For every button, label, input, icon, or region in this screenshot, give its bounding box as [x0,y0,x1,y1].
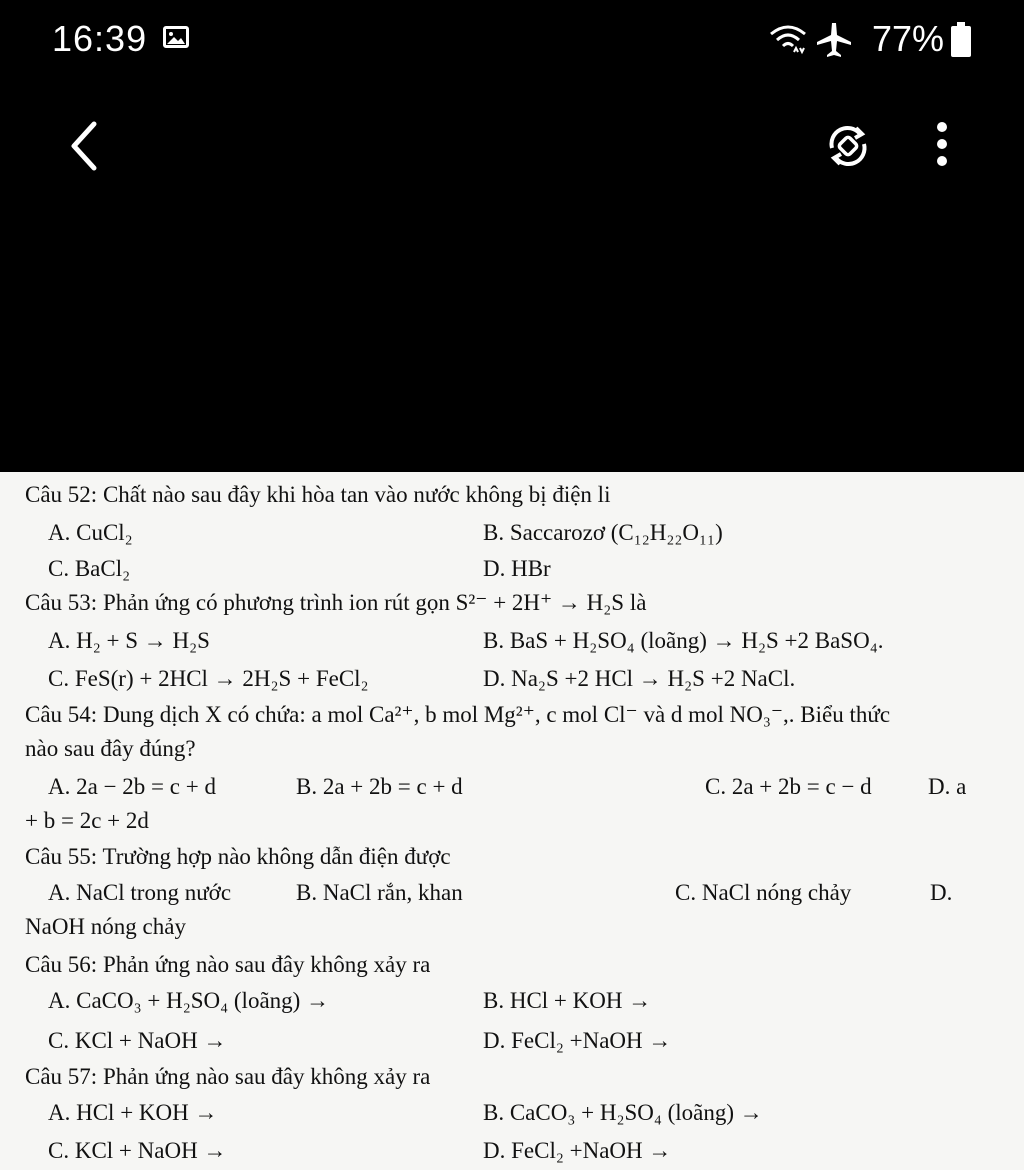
rotate-icon[interactable] [820,118,876,174]
q57-option-b: B. CaCO₃ + H₂SO₄ (loãng) → [483,1100,763,1125]
q56-option-c: C. KCl + NaOH → [48,1028,227,1053]
q57-option-d: D. FeCl₂ +NaOH → [483,1138,672,1163]
q52-option-a: A. CuCl₂ [48,520,133,545]
wifi-icon [768,22,808,58]
q56-stem: Câu 56: Phản ứng nào sau đây không xảy ra [25,952,431,977]
q53-option-a: A. H₂ + S → H₂S [48,628,210,653]
q54-option-d-part2: + b = 2c + 2d [25,808,149,833]
gallery-icon [163,26,189,48]
q54-option-c: C. 2a + 2b = c − d [705,774,872,799]
q53-option-c: C. FeS(r) + 2HCl → 2H₂S + FeCl₂ [48,666,369,691]
q55-option-a: A. NaCl trong nước [48,880,232,905]
q56-option-d: D. FeCl₂ +NaOH → [483,1028,672,1053]
q57-option-c: C. KCl + NaOH → [48,1138,227,1163]
q55-option-b: B. NaCl rắn, khan [296,880,463,905]
back-icon[interactable] [60,118,108,174]
q54-option-a: A. 2a − 2b = c + d [48,774,216,799]
q54-stem-line2: nào sau đây đúng? [25,736,196,761]
status-bar [0,0,1024,86]
q56-option-a: A. CaCO₃ + H₂SO₄ (loãng) → [48,988,330,1013]
q55-option-d-part1: D. [930,880,953,905]
airplane-icon [814,20,854,60]
q55-option-c: C. NaCl nóng chảy [675,880,852,905]
document-image [0,472,1024,1170]
q52-option-c: C. BaCl₂ [48,556,131,581]
q52-stem: Câu 52: Chất nào sau đây khi hòa tan vào nước không bị điện li [25,482,611,507]
q52-option-d: D. HBr [483,556,551,581]
q55-option-d-part2: NaOH nóng chảy [25,914,186,939]
q52-option-b: B. Saccarozơ (C₁₂H₂₂O₁₁) [483,520,723,545]
q56-option-b: B. HCl + KOH → [483,988,652,1013]
q53-stem: Câu 53: Phản ứng có phương trình ion rút gọn S²⁻ + 2H⁺ → H₂S là [25,590,647,615]
battery-percentage: 77% [872,18,945,59]
battery-icon [950,22,972,58]
more-options-icon[interactable] [918,116,958,176]
status-time: 16:39 [52,18,148,59]
q57-option-a: A. HCl + KOH → [48,1100,218,1125]
q54-option-b: B. 2a + 2b = c + d [296,774,463,799]
q53-option-d: D. Na₂S +2 HCl → H₂S +2 NaCl. [483,666,796,691]
q53-option-b: B. BaS + H₂SO₄ (loãng) → H₂S +2 BaSO₄. [483,628,884,653]
q57-stem: Câu 57: Phản ứng nào sau đây không xảy ra [25,1064,431,1089]
q55-stem: Câu 55: Trường hợp nào không dẫn điện được [25,844,451,869]
q54-stem-line1: Câu 54: Dung dịch X có chứa: a mol Ca²⁺, b mol Mg²⁺, c mol Cl⁻ và d mol NO₃⁻,. Biểu thức [25,702,891,727]
q54-option-d-part1: D. a [928,774,967,799]
